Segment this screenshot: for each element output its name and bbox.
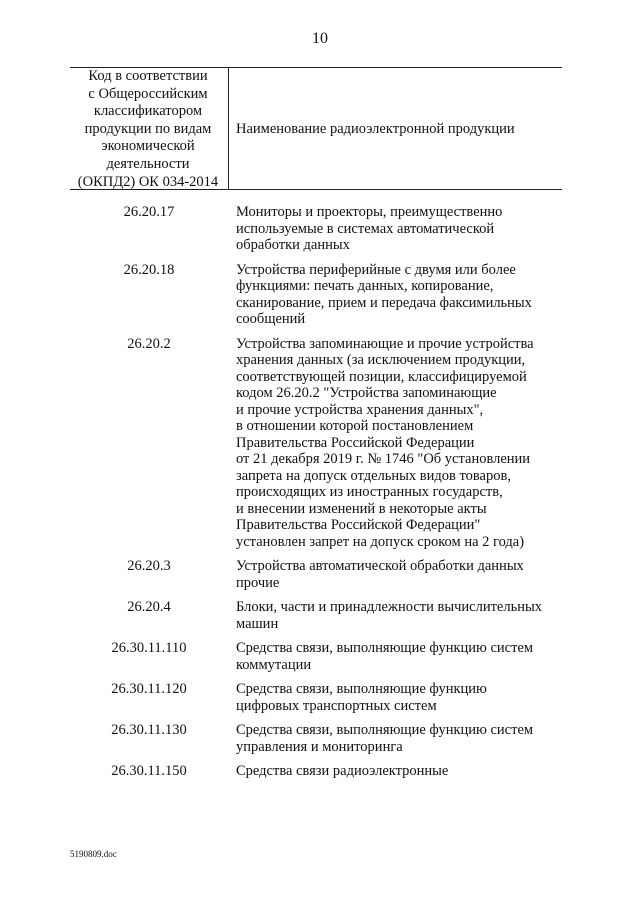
row-name-line: в отношении которой постановлением bbox=[236, 418, 474, 434]
header-code-line: экономической bbox=[101, 138, 195, 155]
row-name-line: цифровых транспортных систем bbox=[236, 697, 437, 714]
table-row bbox=[70, 763, 562, 780]
row-code: 26.30.11.130 bbox=[111, 722, 187, 738]
row-name-line: Средства связи радиоэлектронные bbox=[236, 763, 449, 779]
row-name-line: хранения данных (за исключением продукции, bbox=[236, 352, 526, 368]
row-name-line: Блоки, части и принадлежности вычислительных bbox=[236, 599, 542, 615]
row-name bbox=[236, 763, 562, 780]
table-row bbox=[70, 204, 562, 254]
row-name-line: и внесении изменений в некоторые акты bbox=[236, 500, 487, 517]
row-name bbox=[236, 262, 562, 328]
page-number: 10 bbox=[312, 30, 328, 47]
row-name-line: запрета на допуск отдельных видов товаров, bbox=[236, 467, 511, 484]
row-name-line: установлен запрет на допуск сроком на 2 года) bbox=[236, 533, 525, 550]
row-name bbox=[236, 599, 562, 632]
row-name-line: от 21 декабря 2019 г. № 1746 "Об установлении bbox=[236, 451, 531, 467]
row-name-line: Правительства Российской Федерации" bbox=[236, 517, 481, 533]
header-code-line: с Общероссийским bbox=[88, 85, 208, 102]
table-row bbox=[70, 722, 562, 755]
table-body bbox=[70, 204, 562, 780]
row-name-line: Устройства периферийные с двумя или более bbox=[236, 261, 516, 278]
row-name-line: Мониторы и проекторы, преимущественно bbox=[236, 204, 503, 220]
row-name bbox=[236, 336, 562, 551]
row-name bbox=[236, 558, 562, 591]
row-code: 26.20.17 bbox=[123, 204, 175, 220]
row-name-line: сообщений bbox=[236, 311, 306, 327]
table-row bbox=[70, 599, 562, 632]
row-name bbox=[236, 204, 562, 254]
table-header bbox=[70, 67, 562, 189]
row-code: 26.20.2 bbox=[127, 335, 171, 352]
table-row bbox=[70, 262, 562, 328]
row-code: 26.30.11.150 bbox=[111, 763, 187, 779]
row-name-line: соответствующей позиции, классифицируемой bbox=[236, 368, 527, 385]
table-row bbox=[70, 336, 562, 551]
row-name-line: и прочие устройства хранения данных", bbox=[236, 401, 484, 418]
row-name-line: кодом 26.20.2 "Устройства запоминающие bbox=[236, 385, 497, 401]
row-name bbox=[236, 722, 562, 755]
header-code-column bbox=[70, 68, 226, 188]
footer-filename: 5190809.doc bbox=[70, 849, 117, 859]
row-name-line: Устройства запоминающие и прочие устройства bbox=[236, 335, 534, 352]
row-name-line: управления и мониторинга bbox=[236, 738, 403, 755]
row-name-line: Устройства автоматической обработки данных bbox=[236, 558, 524, 574]
row-name bbox=[236, 681, 562, 714]
row-name-line: прочие bbox=[236, 574, 280, 591]
header-column-divider bbox=[228, 67, 229, 189]
header-code-line: деятельности bbox=[106, 155, 190, 172]
header-code-line: Код в соответствии bbox=[88, 68, 208, 84]
row-code: 26.30.11.110 bbox=[111, 640, 187, 656]
row-name-line: коммутации bbox=[236, 656, 312, 673]
table-row bbox=[70, 681, 562, 714]
row-name-line: функциями: печать данных, копирование, bbox=[236, 278, 494, 294]
row-name-line: Средства связи, выполняющие функцию bbox=[236, 681, 487, 697]
row-name-line: сканирование, прием и передача факсимильных bbox=[236, 294, 532, 311]
row-name-line: Средства связи, выполняющие функцию систем bbox=[236, 640, 534, 656]
row-name-line: происходящих из иностранных государств, bbox=[236, 484, 503, 500]
table-row bbox=[70, 558, 562, 591]
row-name bbox=[236, 640, 562, 673]
row-name-line: используемые в системах автоматической bbox=[236, 220, 495, 237]
row-code: 26.20.18 bbox=[123, 261, 175, 278]
header-name-column: Наименование радиоэлектронной продукции bbox=[236, 121, 515, 137]
row-name-line: обработки данных bbox=[236, 237, 350, 253]
table-header-rule bbox=[70, 189, 562, 190]
header-code-line: продукции по видам bbox=[84, 120, 212, 137]
header-code-line: (ОКПД2) ОК 034-2014 bbox=[77, 173, 219, 190]
row-name-line: Средства связи, выполняющие функцию систем bbox=[236, 722, 534, 738]
row-code: 26.20.4 bbox=[127, 599, 171, 615]
table-row bbox=[70, 640, 562, 673]
row-name-line: машин bbox=[236, 615, 279, 632]
header-code-line: классификатором bbox=[93, 103, 203, 120]
row-code: 26.20.3 bbox=[127, 558, 171, 574]
row-code: 26.30.11.120 bbox=[111, 681, 187, 697]
row-name-line: Правительства Российской Федерации bbox=[236, 434, 475, 451]
